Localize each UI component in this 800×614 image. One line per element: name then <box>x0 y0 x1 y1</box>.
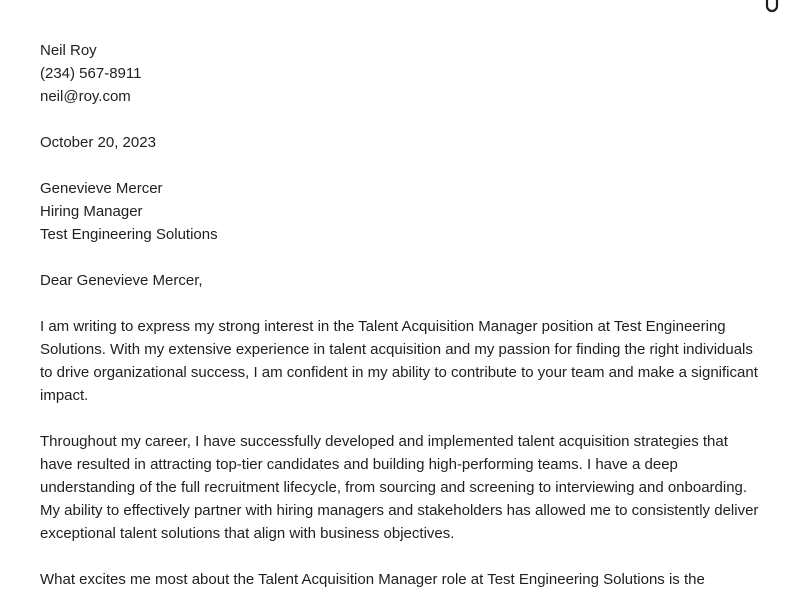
body-paragraph-3: What excites me most about the Talent Acquisition Manager role at Test Engineering Solutions is the <box>40 571 705 588</box>
recipient-name: Genevieve Mercer <box>40 180 163 197</box>
recipient-block <box>40 177 765 246</box>
letter-date: October 20, 2023 <box>40 134 156 151</box>
sender-phone: (234) 567-8911 <box>40 65 142 82</box>
recipient-company: Test Engineering Solutions <box>40 226 218 243</box>
body-paragraph-1: I am writing to express my strong interest in the Talent Acquisition Manager position at Test Engineering Solutions. With my extensive experience in talent acquisition and my passion for finding the right individuals to drive organizational success, I am confident in my ability to contribute to your team and make a significant impact. <box>40 318 758 404</box>
cover-letter <box>40 39 765 614</box>
salutation-block <box>40 269 765 292</box>
sender-name: Neil Roy <box>40 42 97 59</box>
sender-email: neil@roy.com <box>40 88 131 105</box>
recipient-title: Hiring Manager <box>40 203 143 220</box>
clip-icon[interactable] <box>764 0 780 14</box>
body-paragraph-2: Throughout my career, I have successfully developed and implemented talent acquisition strategies that have resulted in attracting top-tier candidates and building high-performing teams. I have a deep understanding of the full recruitment lifecycle, from sourcing and screening to interviewing and onboarding. My ability to effectively partner with hiring managers and stakeholders has allowed me to consistently deliver exceptional talent solutions that align with business objectives. <box>40 433 759 542</box>
sender-block <box>40 39 765 108</box>
date-block <box>40 131 765 154</box>
salutation: Dear Genevieve Mercer, <box>40 272 203 289</box>
